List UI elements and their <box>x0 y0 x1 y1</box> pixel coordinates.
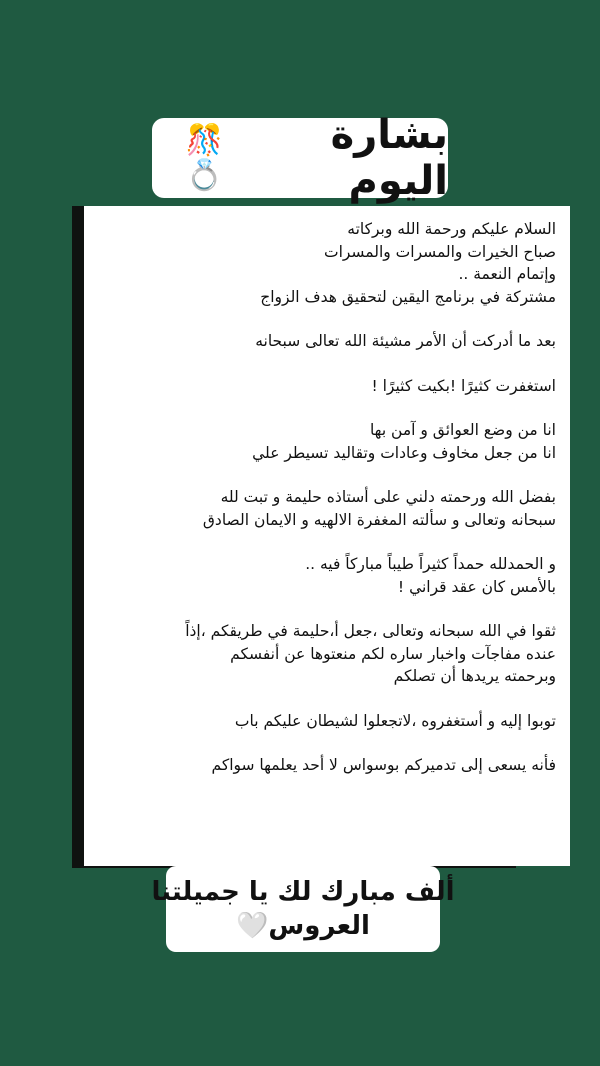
message-line: فأنه يسعى إلى تدميركم بوسواس لا أحد يعلمها سواكم <box>211 756 556 774</box>
message-paragraph <box>94 375 556 398</box>
message-line: انا من جعل مخاوف وعادات وتقاليد تسيطر علي <box>252 443 556 462</box>
chat-screenshot <box>72 206 556 868</box>
message-paragraph <box>94 419 556 464</box>
message-line: بالأمس كان عقد قراني ! <box>397 577 556 596</box>
message-line: السلام عليكم ورحمة الله وبركاته <box>347 220 556 238</box>
message-line: انا من وضع العوائق و آمن بها <box>369 421 556 439</box>
message-line: بفضل الله ورحمته دلني على أستاذه حليمة و تبت لله <box>220 488 556 506</box>
congrats-line-1: ألف مبارك لك يا جميلتنا <box>151 877 455 907</box>
message-paragraph <box>94 486 556 531</box>
message-line: توبوا إليه و أستغفروه ،لاتجعلوا لشيطان عليكم باب <box>234 711 556 730</box>
message-line: بعد ما أدركت أن الأمر مشيئة الله تعالى سبحانه <box>255 332 556 350</box>
message-paragraph <box>94 754 556 777</box>
message-line: عنده مفاجآت واخبار ساره لكم منعتوها عن أنفسكم <box>230 644 556 663</box>
message-paragraph <box>94 620 556 688</box>
message-paragraph <box>94 330 556 353</box>
congrats-line-2: العروس🤍 <box>236 911 370 941</box>
message-line: سبحانه وتعالى و سألته المغفرة الالهيه و الايمان الصادق <box>202 510 556 529</box>
page-title: بشارة اليوم <box>330 112 448 204</box>
message-line: مشتركة في برنامج اليقين لتحقيق هدف الزواج <box>260 287 556 306</box>
message-line: وبرحمته يريدها أن تصلكم <box>393 667 556 685</box>
ring-celebration-emoji-icon: 🎊💍 <box>185 123 223 193</box>
message-paragraph <box>94 553 556 598</box>
message-paragraph <box>94 710 556 733</box>
message-line: صباح الخيرات والمسرات والمسرات <box>323 242 556 261</box>
message-bubble <box>84 206 570 866</box>
message-line: ثقوا في الله سبحانه وتعالى ،جعل أ،حليمة في طريقكم ،إذاً <box>185 622 556 640</box>
congrats-card <box>151 866 455 952</box>
title-card <box>152 112 448 204</box>
message-line: و الحمدلله حمداً كثيراً طيباً مباركاً فيه .. <box>305 555 556 573</box>
message-line: استغفرت كثيرًا !بكيت كثيرًا ! <box>371 376 556 395</box>
message-line: وإتمام النعمة .. <box>458 265 556 283</box>
message-paragraph <box>94 218 556 308</box>
